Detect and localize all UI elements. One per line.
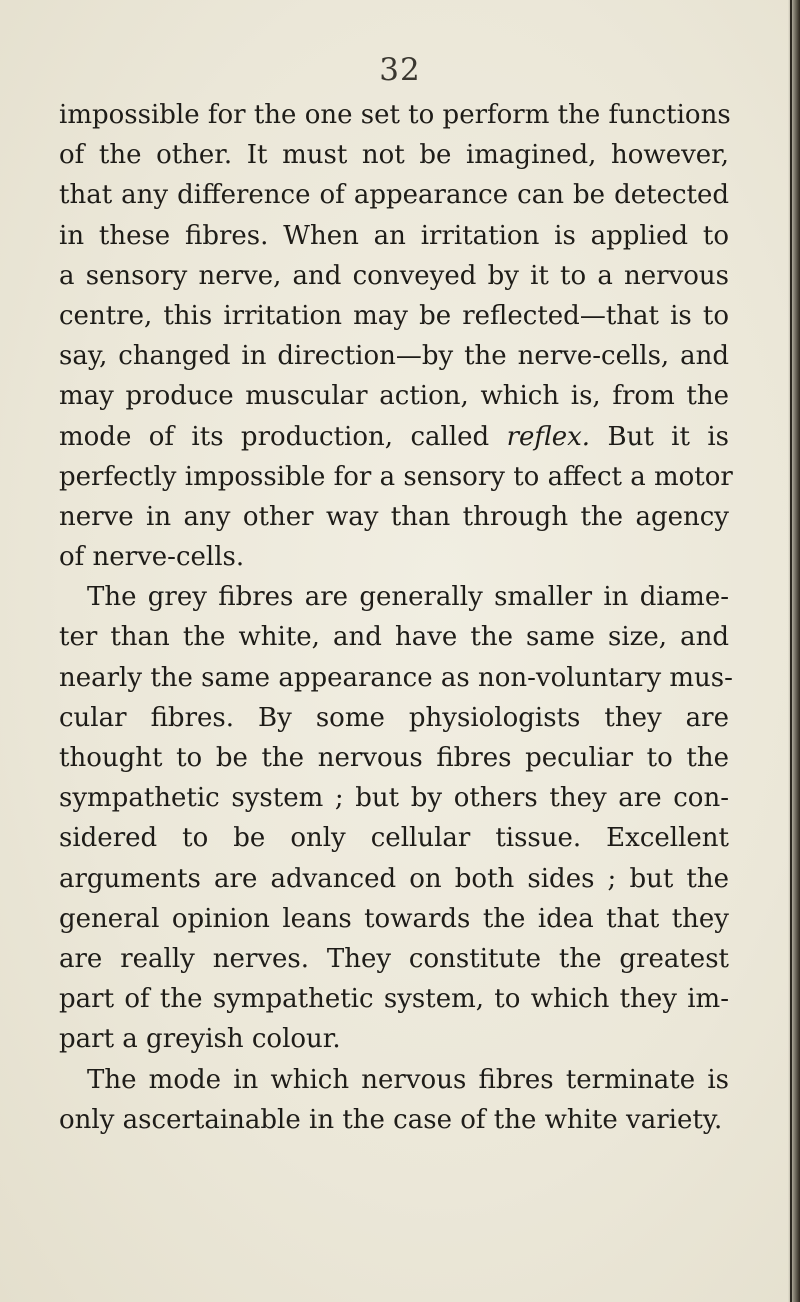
text-segment: But it is: [590, 421, 729, 452]
text-line: cular fibres. By some physiologists they are: [59, 702, 729, 733]
text-line: sympathetic system ; but by others they are con-: [59, 783, 729, 814]
body-text: [59, 95, 733, 1140]
text-line: part a greyish colour.: [59, 1024, 341, 1055]
text-line: of the other. It must not be imagined, however,: [59, 140, 729, 171]
text-line: thought to be the nervous fibres peculiar to the: [59, 743, 729, 773]
text-segment: mode of its production, called: [59, 421, 507, 452]
text-line: a sensory nerve, and conveyed by it to a nervous: [59, 260, 729, 291]
text-line: sidered to be only cellular tissue. Excellent: [59, 823, 729, 854]
text-line: of nerve-cells.: [59, 542, 245, 573]
page-number: 32: [379, 52, 421, 88]
italic-term: reflex.: [506, 421, 591, 452]
text-line: that any difference of appearance can be detected: [59, 180, 729, 211]
text-line: centre, this irritation may be reflected—that is to: [59, 300, 729, 331]
text-line: perfectly impossible for a sensory to affect a motor: [59, 461, 733, 492]
text-line: may produce muscular action, which is, from the: [59, 381, 729, 412]
text-line: The mode in which nervous fibres terminate is: [87, 1064, 729, 1095]
text-line: in these fibres. When an irritation is applied to: [59, 220, 729, 251]
text-line: arguments are advanced on both sides ; but the: [59, 863, 729, 894]
text-line: nerve in any other way than through the agency: [59, 501, 729, 532]
text-line: [59, 417, 729, 457]
page-edge-line: [790, 0, 792, 1302]
text-line: ter than the white, and have the same size, and: [59, 622, 729, 653]
text-line: general opinion leans towards the idea that they: [59, 903, 729, 934]
text-line: only ascertainable in the case of the white variety.: [59, 1104, 723, 1135]
text-line: are really nerves. They constitute the greatest: [59, 943, 729, 974]
text-line: The grey fibres are generally smaller in diame-: [87, 582, 729, 613]
text-line: say, changed in direction—by the nerve-cells, and: [59, 341, 729, 372]
text-line: nearly the same appearance as non-voluntary mus-: [59, 662, 733, 693]
text-line: impossible for the one set to perform the functions: [59, 100, 731, 130]
text-line: part of the sympathetic system, to which they im-: [59, 984, 729, 1015]
